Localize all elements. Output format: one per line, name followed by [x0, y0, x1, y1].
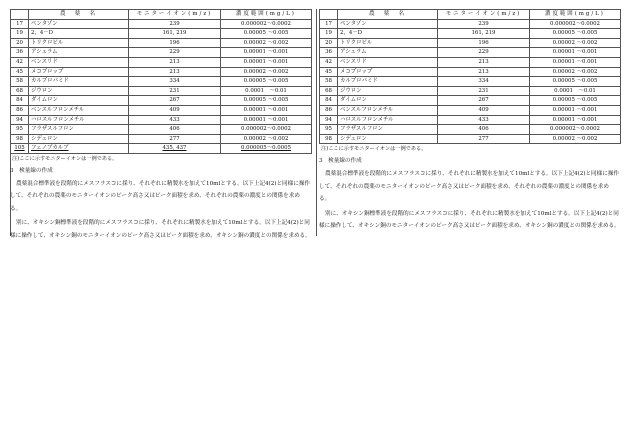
table-row	[320, 77, 621, 87]
table-row	[320, 38, 621, 48]
row-ion: 196	[129, 38, 221, 48]
row-name: ベンスリド	[29, 57, 129, 67]
row-ion: 277	[438, 134, 530, 144]
table-row	[320, 134, 621, 144]
header-ion: モニターイオン(m/z)	[438, 10, 530, 20]
row-ion: 229	[438, 48, 530, 58]
table-row	[320, 48, 621, 58]
right-column	[319, 9, 620, 233]
table-row	[11, 125, 312, 135]
row-name: ハロスルフロンメチル	[29, 115, 129, 125]
table-row	[11, 96, 312, 106]
table-row	[11, 77, 312, 87]
table-header-row	[320, 10, 621, 20]
table-row	[11, 48, 312, 58]
row-no: 94	[320, 115, 338, 125]
paragraph-2: 別に、オキシン銅標準液を段階的にメスフラスコに採り、それぞれに精製水を加えて10mlとする。以下上記4(2)と同様に操作して、オキシン銅のモニターイオンのピーク高さ又はピーク面積を求め、オキシン銅の濃度との関係を求める。	[10, 220, 311, 239]
row-ion: 409	[129, 105, 221, 115]
row-name: ダイムロン	[29, 96, 129, 106]
row-no: 86	[320, 105, 338, 115]
row-range: 0.00005 ～0.005	[530, 77, 621, 87]
row-range: 0.00001 ～0.001	[221, 57, 312, 67]
table-row	[320, 96, 621, 106]
table-row	[11, 105, 312, 115]
row-no: 84	[11, 96, 29, 106]
row-name: メコプロップ	[338, 67, 438, 77]
table-row	[320, 115, 621, 125]
table-row	[320, 67, 621, 77]
pesticide-table	[319, 9, 621, 144]
table-row	[320, 125, 621, 135]
row-no: 36	[320, 48, 338, 58]
row-name: カルプロパミド	[29, 77, 129, 87]
row-name: ベンスルフロンメチル	[338, 105, 438, 115]
row-no: 19	[320, 29, 338, 39]
table-row	[320, 86, 621, 96]
row-ion: 435, 437	[129, 144, 221, 154]
table-body	[11, 19, 312, 144]
table-row	[11, 144, 312, 154]
row-range: 0.000005～0.0005	[221, 144, 312, 154]
row-name: アシュラム	[29, 48, 129, 58]
row-name: ジウロン	[338, 86, 438, 96]
table-row	[320, 57, 621, 67]
row-name: アシュラム	[338, 48, 438, 58]
left-column	[10, 9, 311, 242]
row-name: 2，4－D	[29, 29, 129, 39]
row-range: 0.000002～0.0002	[530, 19, 621, 29]
header-name: 農 薬 名	[338, 10, 438, 20]
row-ion: 231	[438, 86, 530, 96]
row-name: ベンスルフロンメチル	[29, 105, 129, 115]
header-range: 濃度範囲(mg/L)	[221, 10, 312, 20]
row-name: ダイムロン	[338, 96, 438, 106]
row-no: 84	[320, 96, 338, 106]
row-no: 86	[11, 105, 29, 115]
row-name: フラザスルフロン	[29, 125, 129, 135]
row-ion: 406	[438, 125, 530, 135]
row-no: 45	[320, 67, 338, 77]
row-ion: 334	[438, 77, 530, 87]
table-row	[11, 29, 312, 39]
table-row	[320, 105, 621, 115]
section-title: 3 検量線の作成	[10, 167, 53, 174]
table-row	[11, 115, 312, 125]
header-name: 農 薬 名	[29, 10, 129, 20]
row-no: 98	[11, 134, 29, 144]
row-no: 36	[11, 48, 29, 58]
header-no	[11, 10, 29, 20]
table-row	[11, 86, 312, 96]
row-no: 20	[11, 38, 29, 48]
row-ion: 277	[129, 134, 221, 144]
row-name: フラザスルフロン	[338, 125, 438, 135]
table-row	[11, 38, 312, 48]
row-name: ペンタゾン	[29, 19, 129, 29]
row-no: 95	[11, 125, 29, 135]
row-name: ハロスルフロンメチル	[338, 115, 438, 125]
row-range: 0.00001 ～0.001	[530, 57, 621, 67]
table-row	[11, 67, 312, 77]
table-note: 注)ここに示すモニターイオンは一例である。	[321, 146, 427, 153]
row-name: 2，4－D	[338, 29, 438, 39]
row-name: トリクロピル	[29, 38, 129, 48]
row-ion: 433	[438, 115, 530, 125]
section-title: 3 検量線の作成	[319, 158, 362, 165]
table-body	[320, 19, 621, 144]
row-name: フェノブカルブ	[29, 144, 129, 154]
table-row	[11, 57, 312, 67]
row-ion: 334	[129, 77, 221, 87]
row-ion: 409	[438, 105, 530, 115]
row-no: 68	[320, 86, 338, 96]
row-ion: 161, 219	[438, 29, 530, 39]
row-range: 0.00001 ～0.001	[530, 48, 621, 58]
row-name: シデュロン	[338, 134, 438, 144]
row-no: 17	[11, 19, 29, 29]
right-column-rule	[316, 9, 317, 236]
row-range: 0.00002 ～0.002	[221, 38, 312, 48]
row-range: 0.00002 ～0.002	[530, 38, 621, 48]
row-range: 0.00001 ～0.001	[530, 105, 621, 115]
row-range: 0.00002 ～0.002	[530, 134, 621, 144]
row-range: 0.000002～0.0002	[221, 125, 312, 135]
row-range: 0.000002～0.0002	[530, 125, 621, 135]
row-no: 98	[320, 134, 338, 144]
row-range: 0.0001 ～0.01	[530, 86, 621, 96]
row-no: 42	[320, 57, 338, 67]
row-range: 0.00001 ～0.001	[221, 105, 312, 115]
row-no: 68	[11, 86, 29, 96]
row-no: 20	[320, 38, 338, 48]
row-no: 19	[11, 29, 29, 39]
row-range: 0.00002 ～0.002	[221, 67, 312, 77]
row-range: 0.000002～0.0002	[221, 19, 312, 29]
row-no: 17	[320, 19, 338, 29]
row-ion: 267	[129, 96, 221, 106]
row-ion: 161, 219	[129, 29, 221, 39]
table-note: 注)ここに示すモニターイオンは一例である。	[12, 155, 118, 162]
row-ion: 406	[129, 125, 221, 135]
row-name: カルプロパミド	[338, 77, 438, 87]
row-ion: 229	[129, 48, 221, 58]
row-no: 45	[11, 67, 29, 77]
header-range: 濃度範囲(mg/L)	[530, 10, 621, 20]
paragraph-1: 農薬混合標準液を段階的にメスフラスコに採り、それぞれに精製水を加えて10mlとする。以下上記4(2)と同様に操作して、それぞれの農薬のモニターイオンのピーク高さ又はピーク面積を求め、それぞれの農薬の濃度との関係を求める。	[10, 180, 311, 212]
row-no: 105	[11, 144, 29, 154]
row-range: 0.00002 ～0.002	[221, 134, 312, 144]
row-name: ジウロン	[29, 86, 129, 96]
row-name: ペンタゾン	[338, 19, 438, 29]
row-ion: 267	[438, 96, 530, 106]
header-no	[320, 10, 338, 20]
row-ion: 239	[438, 19, 530, 29]
row-ion: 196	[438, 38, 530, 48]
row-name: シデュロン	[29, 134, 129, 144]
row-name: トリクロピル	[338, 38, 438, 48]
row-range: 0.00001 ～0.001	[221, 115, 312, 125]
table-row	[320, 19, 621, 29]
row-range: 0.00001 ～0.001	[221, 48, 312, 58]
row-range: 0.00005 ～0.005	[221, 29, 312, 39]
table-header-row	[11, 10, 312, 20]
row-ion: 213	[438, 57, 530, 67]
row-range: 0.00005 ～0.005	[221, 96, 312, 106]
row-ion: 433	[129, 115, 221, 125]
row-name: ベンスリド	[338, 57, 438, 67]
row-ion: 213	[129, 57, 221, 67]
row-no: 94	[11, 115, 29, 125]
row-range: 0.00005 ～0.005	[530, 29, 621, 39]
row-range: 0.0001 ～0.01	[221, 86, 312, 96]
row-ion: 231	[129, 86, 221, 96]
row-ion: 239	[129, 19, 221, 29]
row-range: 0.00005 ～0.005	[221, 77, 312, 87]
row-ion: 213	[438, 67, 530, 77]
header-ion: モニターイオン(m/z)	[129, 10, 221, 20]
row-range: 0.00001 ～0.001	[530, 115, 621, 125]
row-ion: 213	[129, 67, 221, 77]
row-name: メコプロップ	[29, 67, 129, 77]
row-range: 0.00002 ～0.002	[530, 67, 621, 77]
table-row	[11, 134, 312, 144]
paragraph-2: 別に、オキシン銅標準液を段階的にメスフラスコに採り、それぞれに精製水を加えて10mlとする。以下上記4(2)と同様に操作して、オキシン銅のモニターイオンのピーク高さ又はピーク面積を求め、オキシン銅の濃度との関係を求める。	[319, 210, 620, 230]
pesticide-table	[10, 9, 312, 154]
table-row	[320, 29, 621, 39]
row-no: 58	[11, 77, 29, 87]
row-range: 0.00005 ～0.005	[530, 96, 621, 106]
paragraph-1: 農薬混合標準液を段階的にメスフラスコに採り、それぞれに精製水を加えて10mlとする。以下上記4(2)と同様に操作して、それぞれの農薬のモニターイオンのピーク高さ又はピーク面積を求め、それぞれの農薬の濃度との関係を求める。	[319, 171, 620, 203]
row-no: 42	[11, 57, 29, 67]
row-no: 58	[320, 77, 338, 87]
row-no: 95	[320, 125, 338, 135]
table-row	[11, 19, 312, 29]
